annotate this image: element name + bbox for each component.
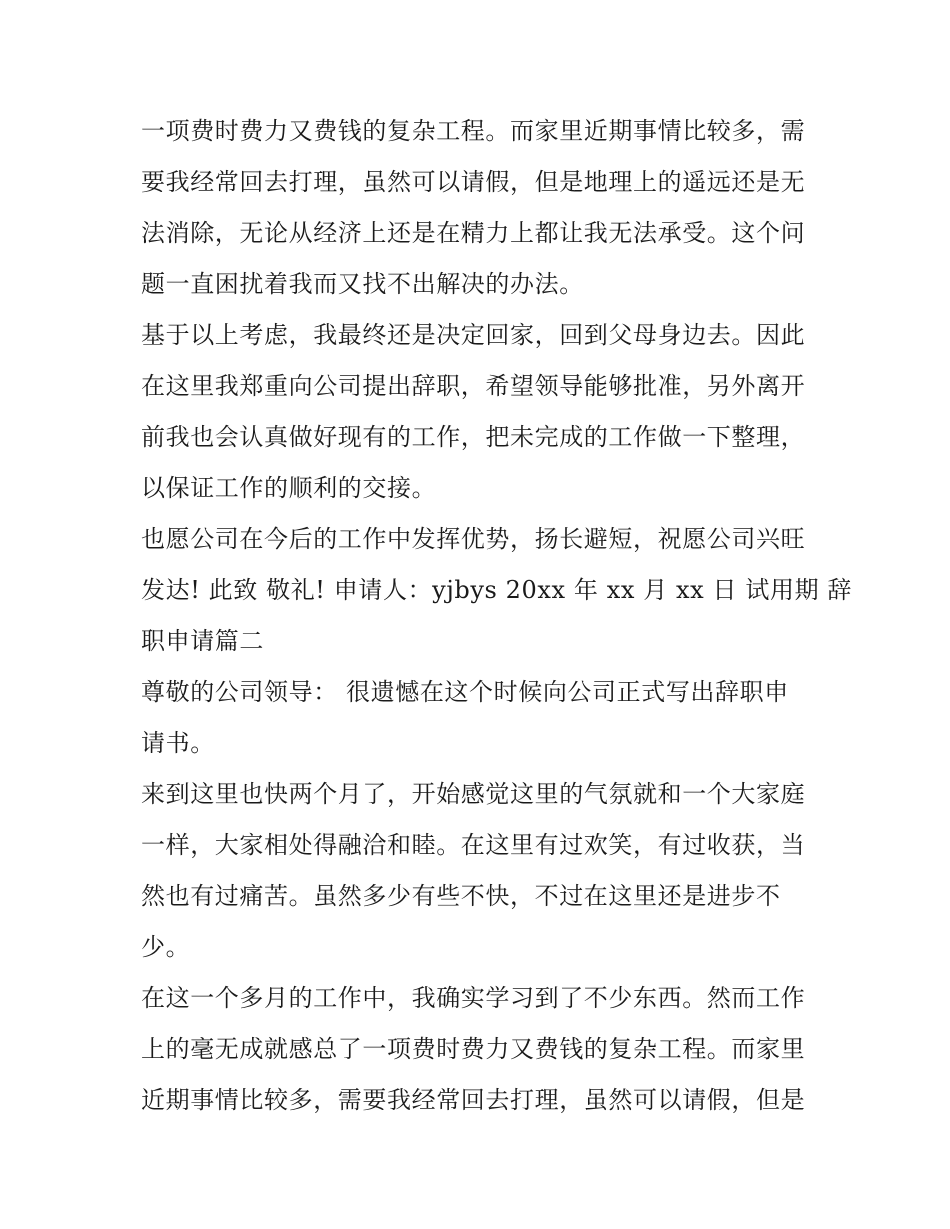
text-line: 题一直困扰着我而又找不出解决的办法。 — [141, 270, 584, 298]
text-line: 一样，大家相处得融洽和睦。在这里有过欢笑，有过收获，当 — [141, 831, 806, 859]
paragraph-5 — [141, 769, 821, 973]
text-line: 少。 — [141, 933, 191, 961]
text-line: 职申请篇二 — [141, 627, 264, 655]
text-line: 发达! 此致 敬礼! 申请人：yjbys 20xx 年 xx 月 xx 日 试用期 辞 — [141, 576, 852, 604]
paragraph-4 — [141, 667, 821, 769]
text-line: 尊敬的公司领导： 很遗憾在这个时候向公司正式写出辞职申 — [141, 678, 789, 706]
text-line: 要我经常回去打理，虽然可以请假，但是地理上的遥远还是无 — [141, 168, 806, 196]
text-line: 法消除，无论从经济上还是在精力上都让我无法承受。这个问 — [141, 219, 806, 247]
paragraph-2 — [141, 310, 821, 514]
paragraph-3 — [141, 514, 852, 667]
text-line: 在这一个多月的工作中，我确实学习到了不少东西。然而工作 — [141, 984, 806, 1012]
text-line: 一项费时费力又费钱的复杂工程。而家里近期事情比较多，需 — [141, 117, 806, 145]
document-body — [141, 106, 852, 1126]
text-line: 以保证工作的顺利的交接。 — [141, 474, 437, 502]
text-line: 请书。 — [141, 729, 215, 757]
text-line: 上的毫无成就感总了一项费时费力又费钱的复杂工程。而家里 — [141, 1035, 806, 1063]
text-line: 前我也会认真做好现有的工作，把未完成的工作做一下整理， — [141, 423, 806, 451]
text-line: 基于以上考虑，我最终还是决定回家，回到父母身边去。因此 — [141, 321, 806, 349]
text-line: 在这里我郑重向公司提出辞职，希望领导能够批准，另外离开 — [141, 372, 806, 400]
text-line: 近期事情比较多，需要我经常回去打理，虽然可以请假，但是 — [141, 1086, 806, 1114]
text-line: 然也有过痛苦。虽然多少有些不快，不过在这里还是进步不 — [141, 882, 781, 910]
text-line: 来到这里也快两个月了，开始感觉这里的气氛就和一个大家庭 — [141, 780, 806, 808]
text-line: 也愿公司在今后的工作中发挥优势，扬长避短，祝愿公司兴旺 — [141, 525, 806, 553]
paragraph-6 — [141, 973, 821, 1126]
paragraph-1 — [141, 106, 821, 310]
